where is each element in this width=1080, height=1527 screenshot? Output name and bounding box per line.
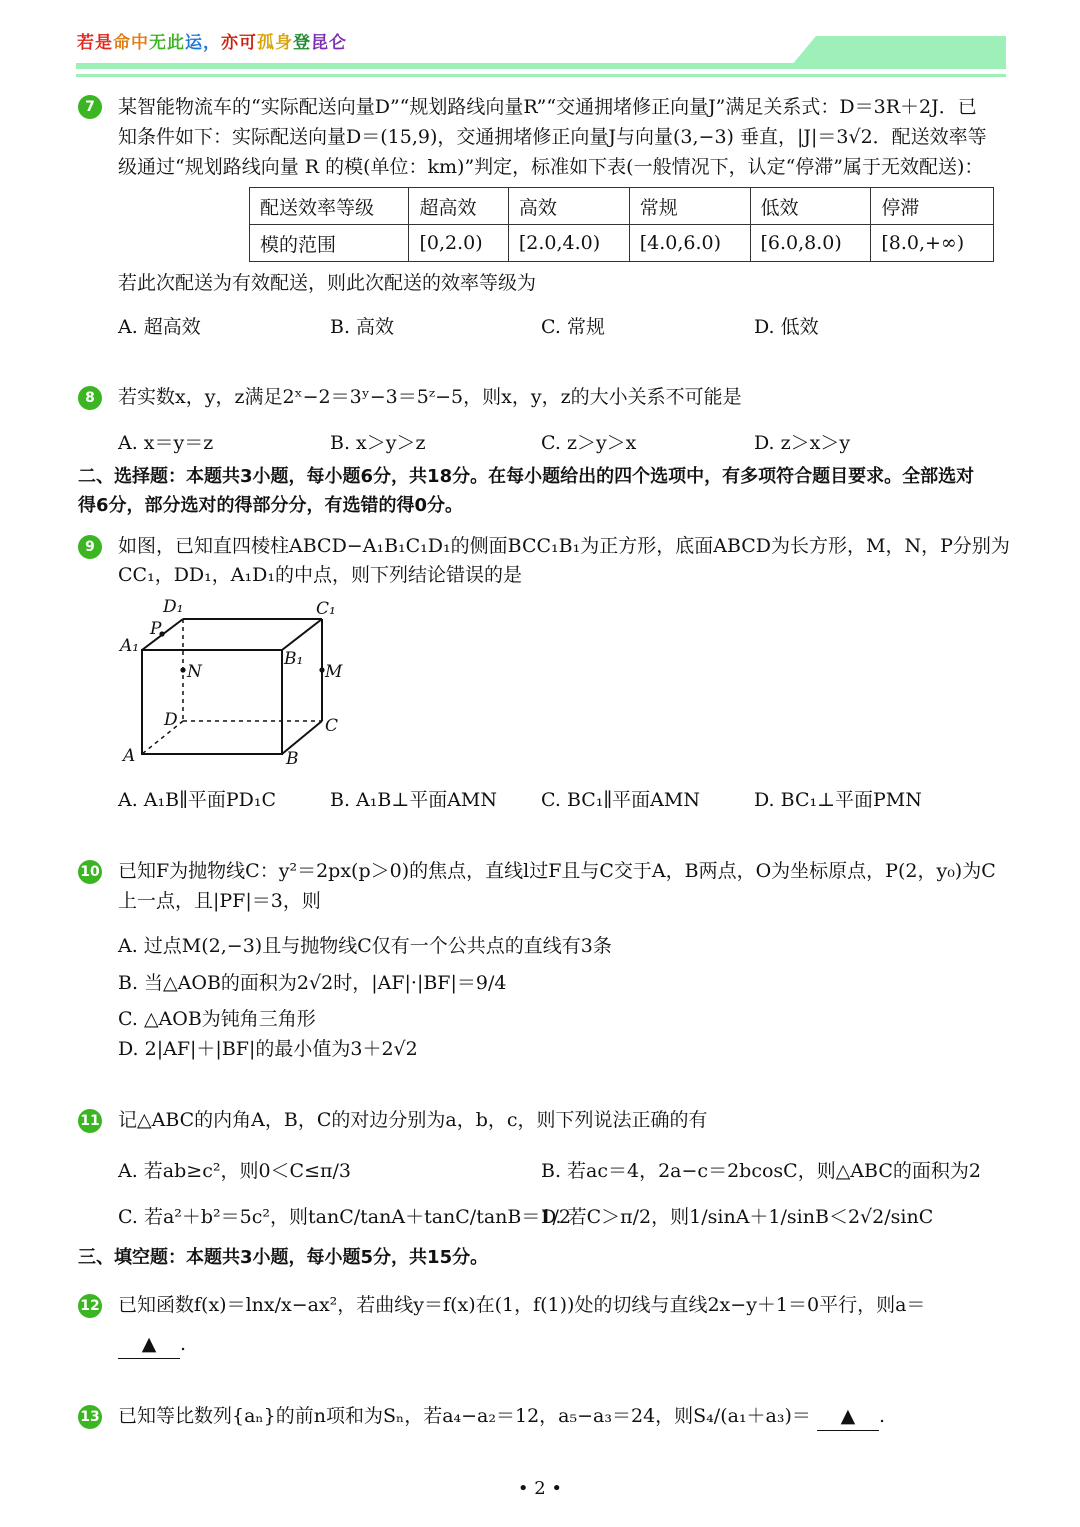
question-number: 9 [78, 535, 102, 559]
option-b[interactable]: B. x＞y＞z [330, 432, 426, 454]
option-d[interactable]: D. 若C＞π/2，则1/sinA＋1/sinB＜2√2/sinC [541, 1206, 934, 1228]
q7-line1: 某智能物流车的“实际配送向量D”“规划路线向量R”“交通拥堵修正向量J”满足关系式：D＝3R＋2J．已 [118, 96, 977, 118]
option-b[interactable]: B. 若ac＝4，2a−c＝2bcosC，则△ABC的面积为2 [541, 1160, 981, 1182]
table-cell: 停滞 [871, 188, 994, 225]
answer-blank[interactable]: ▲ [118, 1330, 180, 1359]
option-a[interactable]: A. 若ab≥c²，则0＜C≤π/3 [118, 1160, 351, 1182]
section-heading-cont: 得6分，部分选对的得部分分，有选错的得0分。 [78, 495, 464, 516]
table-cell: 高效 [508, 188, 629, 225]
table-cell: 超高效 [409, 188, 508, 225]
page-number: • 2 • [517, 1478, 563, 1499]
option-d[interactable]: D. z＞x＞y [754, 432, 851, 454]
table-cell: 常规 [629, 188, 750, 225]
table-cell: [0,2.0) [409, 225, 508, 262]
answer-blank[interactable]: ▲ [817, 1402, 879, 1431]
question-number: 10 [78, 860, 102, 884]
option-c[interactable]: C. △AOB为钝角三角形 [118, 1008, 316, 1030]
label-a: A [123, 746, 136, 766]
option-b[interactable]: B. 高效 [330, 316, 395, 338]
option-a[interactable]: A. A₁B∥平面PD₁C [118, 789, 277, 811]
question-number: 13 [78, 1405, 102, 1429]
question-number: 11 [78, 1109, 102, 1133]
header-motto: 若是命中无此运，亦可孤身登昆仑 [77, 33, 347, 53]
option-c[interactable]: C. z＞y＞x [541, 432, 637, 454]
question-number: 8 [78, 386, 102, 410]
q7-line2: 知条件如下：实际配送向量D＝(15,9)，交通拥堵修正向量J与向量(3,−3) 垂直，|J|＝3√2．配送效率等 [118, 126, 987, 148]
header-bar [76, 36, 1006, 80]
q13-line1: 已知等比数列{aₙ}的前n项和为Sₙ，若a₄−a₂＝12，a₅−a₃＝24，则S₄/(a₁＋a₃)＝ ▲ . [118, 1402, 885, 1431]
label-d: D [164, 710, 178, 730]
label-a1: A₁ [120, 636, 140, 656]
label-n: N [187, 662, 202, 682]
table-row [250, 225, 994, 262]
q7-line3: 级通过“规划路线向量 R 的模(单位：km)”判定，标准如下表(一般情况下，认定“停滞”属于无效配送)： [118, 156, 984, 178]
label-b: B [286, 749, 299, 769]
section-heading: 三、填空题：本题共3小题，每小题5分，共15分。 [78, 1247, 489, 1268]
prism-figure [110, 590, 360, 770]
option-b[interactable]: B. 当△AOB的面积为2√2时，|AF|·|BF|＝9/4 [118, 972, 507, 994]
point-m [319, 667, 324, 672]
option-a[interactable]: A. x＝y＝z [118, 432, 214, 454]
label-c: C [325, 716, 339, 736]
option-c[interactable]: C. 常规 [541, 316, 605, 338]
label-b1: B₁ [284, 649, 304, 669]
question-number: 7 [78, 95, 102, 119]
table-cell: 模的范围 [250, 225, 409, 262]
table-cell: [4.0,6.0) [629, 225, 750, 262]
q10-line1: 已知F为抛物线C：y²＝2px(p＞0)的焦点，直线l过F且与C交于A，B两点，O为坐标原点，P(2，y₀)为C [118, 860, 996, 882]
q9-line2: CC₁，DD₁，A₁D₁的中点，则下列结论错误的是 [118, 564, 522, 586]
label-d1: D₁ [163, 597, 184, 617]
table-cell: 配送效率等级 [250, 188, 409, 225]
option-a[interactable]: A. 超高效 [118, 316, 201, 338]
label-c1: C₁ [316, 599, 336, 619]
q7-question: 若此次配送为有效配送，则此次配送的效率等级为 [118, 272, 537, 294]
option-c[interactable]: C. 若a²＋b²＝5c²，则tanC/tanA＋tanC/tanB＝1/2 [118, 1206, 571, 1228]
table-row [250, 188, 994, 225]
q10-line2: 上一点，且|PF|＝3，则 [118, 890, 321, 912]
point-n [180, 667, 185, 672]
q9-line1: 如图，已知直四棱柱ABCD−A₁B₁C₁D₁的侧面BCC₁B₁为正方形，底面ABCD为长方形，M，N，P分别为 [118, 535, 1010, 557]
option-a[interactable]: A. 过点M(2,−3)且与抛物线C仅有一个公共点的直线有3条 [118, 935, 612, 957]
table-cell: [8.0,+∞) [871, 225, 994, 262]
label-m: M [325, 662, 343, 682]
option-d[interactable]: D. BC₁⊥平面PMN [754, 789, 922, 811]
option-c[interactable]: C. BC₁∥平面AMN [541, 789, 700, 811]
option-b[interactable]: B. A₁B⊥平面AMN [330, 789, 498, 811]
q11-line1: 记△ABC的内角A，B，C的对边分别为a，b，c，则下列说法正确的有 [118, 1109, 708, 1131]
label-p: P [150, 619, 162, 639]
table-cell: 低效 [750, 188, 871, 225]
q12-line1: 已知函数f(x)＝lnx/x−ax²，若曲线y＝f(x)在(1，f(1))处的切线与直线2x−y＋1＝0平行，则a＝ [118, 1294, 926, 1316]
efficiency-table [249, 187, 994, 262]
q12-answer-line: ▲ . [118, 1330, 186, 1359]
option-d[interactable]: D. 低效 [754, 316, 819, 338]
table-cell: [2.0,4.0) [508, 225, 629, 262]
question-number: 12 [78, 1294, 102, 1318]
table-cell: [6.0,8.0) [750, 225, 871, 262]
option-d[interactable]: D. 2|AF|＋|BF|的最小值为3＋2√2 [118, 1038, 418, 1060]
q8-line1: 若实数x，y，z满足2ˣ−2＝3ʸ−3＝5ᶻ−5，则x，y，z的大小关系不可能是 [118, 386, 742, 408]
section-heading: 二、选择题：本题共3小题，每小题6分，共18分。在每小题给出的四个选项中，有多项符合题目要求。全部选对 [78, 466, 975, 487]
